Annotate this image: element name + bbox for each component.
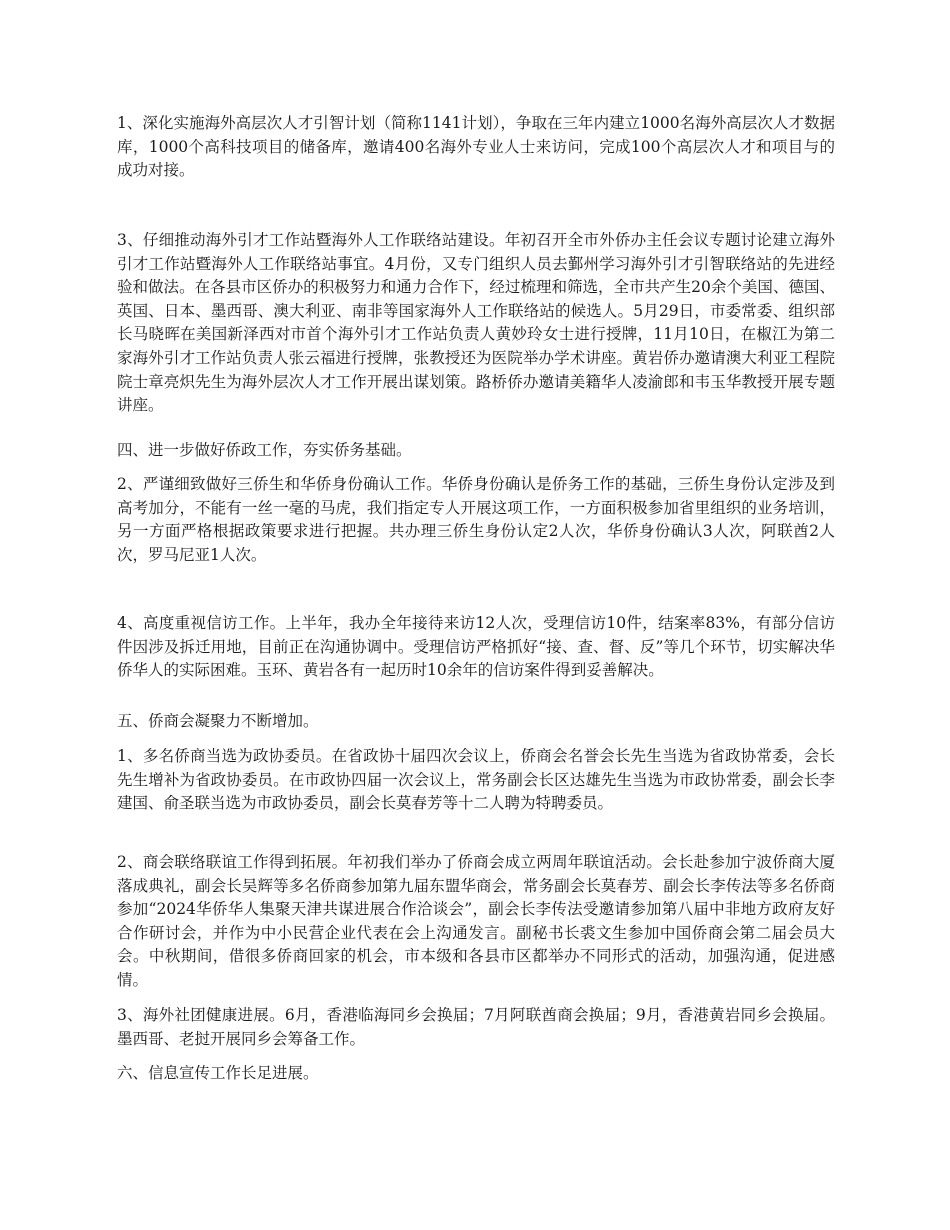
paragraph-overseas-workstation: 3、仔细推动海外引才工作站暨海外人工作联络站建设。年初召开全市外侨办主任会议专题讨论建立海外引才工作站暨海外人工作联络站事宜。4月份，又专门组织人员去鄞州学习海外引才引智联络站的先进经验和做法。在各县市区侨办的积极努力和通力合作下，经过梳理和筛选，全市共产生20余个美国、德国、英国、日本、墨西哥、澳大利亚、南非等国家海外人工作联络站的候选人。5月29日，市委常委、组织部长马晓晖在美国新泽西对市首个海外引才工作站负责人黄妙玲女士进行授牌，11月10日，在椒江为第二家海外引才工作站负责人张云福进行授牌，张教授还为医院举办学术讲座。黄岩侨办邀请澳大利亚工程院院士章亮炽先生为海外层次人才工作开展出谋划策。路桥侨办邀请美籍华人凌渝郎和韦玉华教授开展专题讲座。 [117,231,835,415]
paragraph-overseas-associations: 3、海外社团健康进展。6月，香港临海同乡会换届；7月阿联酋商会换届；9月，香港黄岩同乡会换届。墨西哥、老挝开展同乡会筹备工作。 [117,1006,835,1048]
paragraph-talent-plan: 1、深化实施海外高层次人才引智计划（简称1141计划），争取在三年内建立1000名海外高层次人才数据库，1000个高科技项目的储备库，邀请400名海外专业人士来访问，完成100个高层次人才和项目与的成功对接。 [117,114,835,180]
paragraph-petition-work: 4、高度重视信访工作。上半年，我办全年接待来访12人次，受理信访10件，结案率83%，有部分信访件因涉及拆迁用地，目前正在沟通协调中。受理信访严格抓好“接、查、督、反”等几个环节，切实解决华侨华人的实际困难。玉环、黄岩各有一起历时10余年的信访案件得到妥善解决。 [117,614,835,680]
paragraph-chamber-liaison: 2、商会联络联谊工作得到拓展。年初我们举办了侨商会成立两周年联谊活动。会长赴参加宁波侨商大厦落成典礼，副会长吴辉等多名侨商参加第九届东盟华商会，常务副会长莫春芳、副会长李传法等多名侨商参加“2024华侨华人集聚天津共谋进展合作洽谈会”，副会长李传法受邀请参加第八届中非地方政府友好合作研讨会，并作为中小民营企业代表在会上沟通发言。副秘书长裘文生参加中国侨商会第二届会员大会。中秋期间，借很多侨商回家的机会，市本级和各县市区都举办不同形式的活动，加强沟通，促进感情。 [117,853,835,989]
paragraph-identity-confirmation: 2、严谨细致做好三侨生和华侨身份确认工作。华侨身份确认是侨务工作的基础，三侨生身份认定涉及到高考加分，不能有一丝一毫的马虎，我们指定专人开展这项工作，一方面积极参加省里组织的业务培训，另一方面严格根据政策要求进行把握。共办理三侨生身份认定2人次，华侨身份确认3人次，阿联酋2人次，罗马尼亚1人次。 [117,475,835,564]
section-heading-4: 四、进一步做好侨政工作，夯实侨务基础。 [117,441,412,459]
section-heading-5: 五、侨商会凝聚力不断增加。 [117,712,319,730]
section-heading-6: 六、信息宣传工作长足进展。 [117,1064,319,1082]
paragraph-cppcc-members: 1、多名侨商当选为政协委员。在省政协十届四次会议上，侨商会名誉会长先生当选为省政协常委，会长先生增补为省政协委员。在市政协四届一次会议上，常务副会长区达雄先生当选为市政协常委，副会长李建国、俞圣联当选为市政协委员，副会长莫春芳等十二人聘为特聘委员。 [117,747,835,813]
